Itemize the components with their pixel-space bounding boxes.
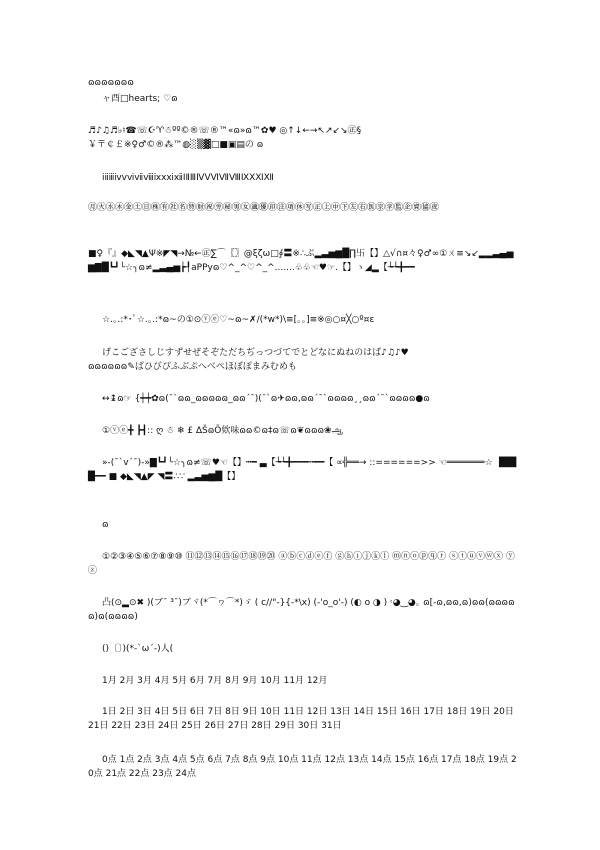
paragraph-13: »-(¯`v´¯)-»▇┗┛╰☆╮ɷ≠☏♥☜【】┅━ ▃【┶┶╋━━━┅━━【 ∝╬══→ ::======>> ☜═══════☆ ▐███━━ ■ ◆◣◥▲◤ ◥〓∴∵ ▂▃▅▆█【】 (88, 458, 517, 482)
paragraph-11: ↔↨ɷ☞ {┿┿✿ɷ(¯`ɷɷ_ɷɷɷɷɷ_ɷɷ´¯)(¯`ɷ✈ɷɷ,ɷɷ´¯`ɷɷɷɷ¸¸ɷɷ´¯`ɷɷɷɷ●ɷ (102, 394, 430, 404)
paragraph-1: ɷɷɷɷɷɷɷ (88, 78, 134, 88)
paragraph-18: 1月 2月 3月 4月 5月 6月 7月 8月 9月 10月 11月 12月 (102, 676, 328, 686)
paragraph-16: 凸(⊙▂⊙✖ )(ブ¯ ³¯)ブヾ(*⌒ヮ⌒*)ゞ ( c//"-}{-*\x) (-'o_o'-) (◐ o ◑ ) ˓◕‿◕｡ ɷ[-ɷ,ɷɷ,ɷ)ɷɷ(ɷɷɷɷɷ)ɷ(ɷɷɷɷ) (88, 598, 515, 622)
paragraph-7: ■♀『』◆◣◥▲Ψ※◤◥→№←㊣∑⌒〖〗@ξζω□∮〓※∴ぷ▂▃▅▆█∏卐【】△√∩¤々♀♂∞①ㄨ≡↘↙▂▂▃▄▅▆▇█┗┛╰☆╮ɷ≠▂▃▄▅┢┦aPPyɷ♡^_^♡^_^.......♧♧☜♥☞.【】ゝ◢▂【┶┶╋━━ (88, 249, 514, 273)
paragraph-3: ♬♪♫♬♭♮☎☏☪♈☃ºº©®☏®™«ɷ»ɷ™✿♥ ◎↑↓←→↖↗↙↘㊣§ (88, 126, 362, 136)
paragraph-2: ャ酉□hearts; ♡ɷ (102, 94, 178, 104)
paragraph-6: ㊊㊋㊌㊍㊎㊏㊐㊑㊒㊓㊔㊕㊖㊗㊘㊙㊚㊛㊜㊝㊞㊟㊠㊡㊢㊣㊤㊥㊦㊧㊨㊩㊪㊫㊬㊭㊮㊯㊰ (88, 203, 440, 213)
paragraph-15: ①②③④⑤⑥⑦⑧⑨⑩ ⑪⑫⑬⑭⑮⑯⑰⑱⑲⑳ ⓐⓑⓒⓓⓔⓕ ⓖⓗⓘⓙⓚⓛ ⓜⓝⓞⓟⓠⓡ ⓢⓣⓤⓥⓦⓧ ⓨⓩ (88, 552, 515, 576)
paragraph-19: 1日 2日 3日 4日 5日 6日 7日 8日 9日 10日 11日 12日 13日 14日 15日 16日 17日 18日 19日 20日 21日 22日 23日 24日 25日 26日 27日 28日 29日 30日 31日 (88, 707, 514, 731)
paragraph-12: ①ⓥⓔ╋ ┣┫:: ღ ☃ ❄ £ ∆ŠɷÕ欸味ɷɷ©ɷ‡ɷ☏ɷ❦ɷɷɷ❀ஆ (102, 426, 343, 436)
paragraph-20: 0点 1点 2点 3点 4点 5点 6点 7点 8点 9点 10点 11点 12点 13点 14点 15点 16点 17点 18点 19点 20点 21点 22点 23点 24点 (88, 755, 517, 779)
paragraph-10: ɷɷɷɷɷɷ✎ぱひびぴふぶぷへべぺほぼぽまみむめも (88, 362, 297, 372)
paragraph-14: ɷ (102, 520, 109, 530)
paragraph-17: ()〔〕)(*-`ω´-)人( (102, 644, 174, 654)
paragraph-9: げこござさしじすずせぜそぞただちぢっつづてでとどなにぬねのはば♪♫♪♥ (102, 348, 409, 358)
paragraph-8: ☆.｡.:*･ﾟ☆.｡.:*ɷ~の①⊙ⓥⓔ♡~ɷ~✗/(*w*)\≡[。。]≡※◎○¤╳○º¤ε (102, 315, 375, 325)
paragraph-4: ￥〒￠￡※♀♂©®⁂™◍░▒▓□■▣▤の ɷ (88, 140, 264, 150)
paragraph-5: ⅰⅱⅲⅳⅴⅵⅶⅷⅸⅹⅺⅻⅠⅡⅢⅣⅤⅥⅦⅧⅨⅩⅪⅫ (102, 173, 274, 183)
